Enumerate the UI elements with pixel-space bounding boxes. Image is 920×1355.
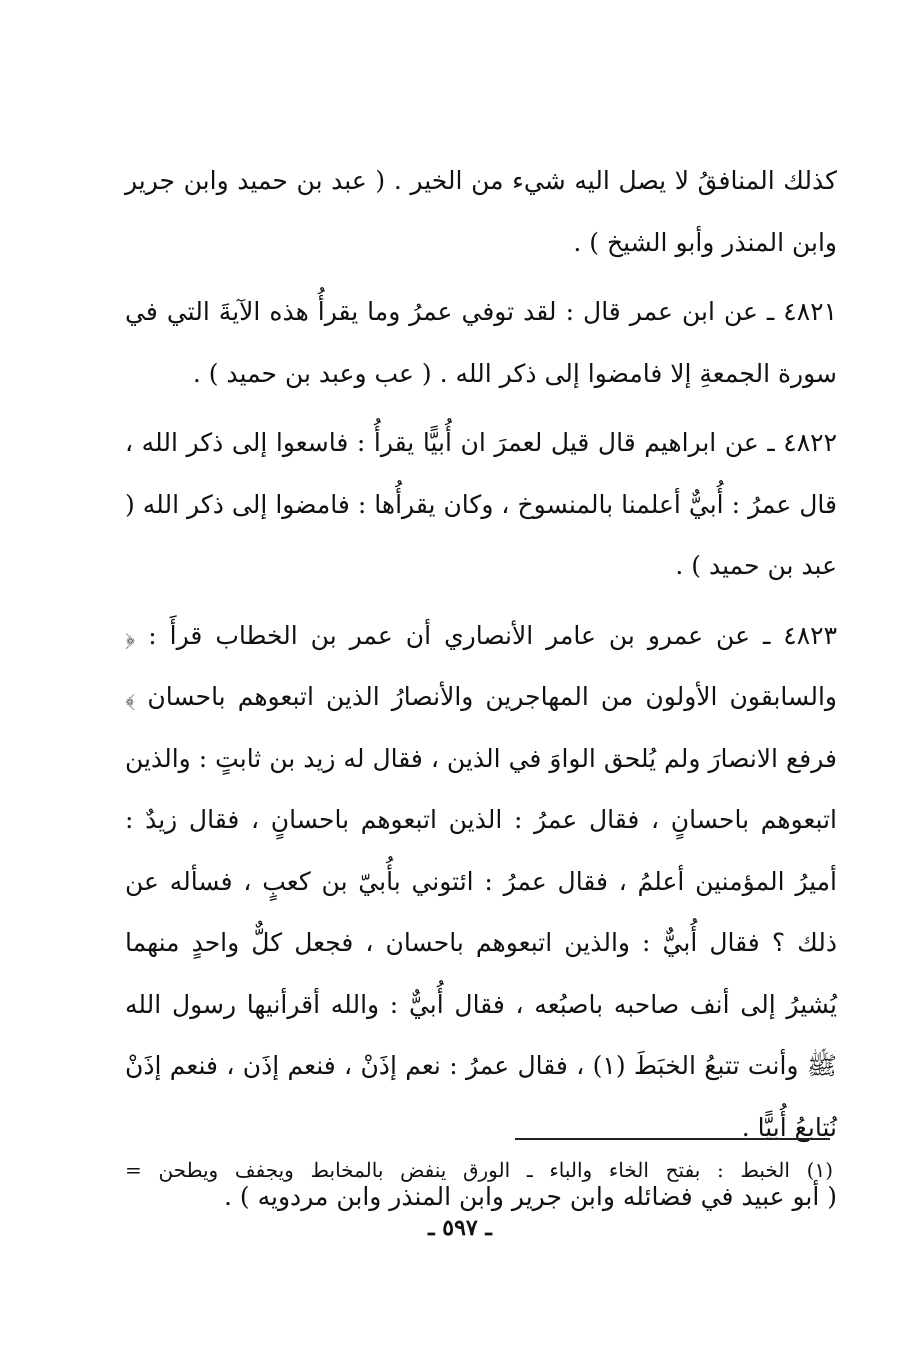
entry-4821: ٤٨٢١ ـ عن ابن عمر قال : لقد توفي عمرُ وما يقرأُ هذه الآيةَ التي في سورة الجمعةِ إلا فامضوا إلى ذكر الله . ( عب وعبد بن حميد ) . (125, 297, 837, 388)
footnote: (١) الخبط : بفتح الخاء والباء ـ الورق ينفض بالمخابط ويجفف ويطحن = (125, 1158, 833, 1182)
entry-4823: ٤٨٢٣ ـ عن عمرو بن عامر الأنصاري أن عمر بن الخطاب قرأَ : ﴿ والسابقون الأولون من المهاجرين والأنصارُ الذين اتبعوهم باحسان ﴾ فرفع الانصارَ ولم يُلحق الواوَ في الذين ، فقال له زيد بن ثابتٍ : والذين اتبعوهم باحسانٍ ، فقال عمرُ : الذين اتبعوهم باحسانٍ ، فقال زيدٌ : أميرُ المؤمنين أعلمُ ، فقال عمرُ : ائتوني بأُبيّ بن كعبٍ ، فسأله عن ذلك ؟ فقال أُبيٌّ : والذين اتبعوهم باحسان ، فجعل كلٌّ واحدٍ منهما يُشيرُ إلى أنف صاحبه باصبُعه ، فقال أُبيٌّ : والله أقرأنيها رسول الله ﷺ وأنت تتبعُ الخبَطَ (١) ، فقال عمرُ : نعم إذَنْ ، فنعم إذَن ، فنعم إذَنْ نُتابعُ أُبيًّا . (125, 620, 837, 1142)
citation: ( أبو عبيد في فضائله وابن جرير وابن المنذر وابن مردويه ) . (224, 1182, 837, 1211)
paragraph: كذلك المنافقُ لا يصل اليه شيء من الخير . ( عبد بن حميد وابن جرير وابن المنذر وأبو الشيخ ) . (125, 166, 837, 257)
footnote-divider (515, 1138, 830, 1140)
page-number: ـ ٥٩٧ ـ (428, 1215, 492, 1241)
main-text (125, 150, 837, 1236)
entry-4822: ٤٨٢٢ ـ عن ابراهيم قال قيل لعمرَ ان أُبيًّا يقرأُ : فاسعوا إلى ذكر الله ، قال عمرُ : أُبيٌّ أعلمنا بالمنسوخ ، وكان يقرأُها : فامضوا إلى ذكر الله ( عبد بن حميد ) . (125, 428, 837, 580)
